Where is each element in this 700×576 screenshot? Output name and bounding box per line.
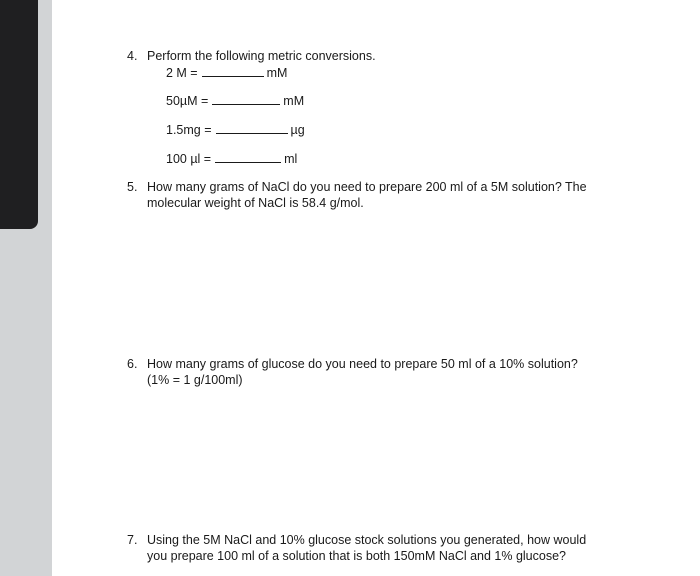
conversion-row-4 bbox=[166, 151, 297, 167]
question-6-line-1: How many grams of glucose do you need to prepare 50 ml of a 10% solution? bbox=[147, 357, 578, 371]
answer-blank[interactable] bbox=[202, 65, 264, 77]
conversion-left: 100 µl = bbox=[166, 152, 212, 166]
question-7 bbox=[127, 533, 627, 564]
question-5-line-1: How many grams of NaCl do you need to prepare 200 ml of a 5M solution? The bbox=[147, 180, 587, 194]
question-6-line-2: (1% = 1 g/100ml) bbox=[147, 372, 243, 387]
question-4-prompt: Perform the following metric conversions. bbox=[147, 49, 376, 63]
conversion-unit: ml bbox=[284, 152, 298, 166]
question-4 bbox=[127, 49, 627, 65]
question-6-number: 6. bbox=[127, 357, 138, 371]
conversion-left: 50µM = bbox=[166, 94, 209, 108]
question-7-line-1: Using the 5M NaCl and 10% glucose stock solutions you generated, how would bbox=[147, 533, 587, 547]
question-5-line-2: molecular weight of NaCl is 58.4 g/mol. bbox=[147, 195, 364, 210]
conversion-row-2 bbox=[166, 93, 304, 109]
conversion-row-3 bbox=[166, 122, 305, 138]
question-4-number: 4. bbox=[127, 49, 138, 63]
question-7-number: 7. bbox=[127, 533, 138, 547]
document-page bbox=[52, 0, 700, 576]
question-7-line-2: you prepare 100 ml of a solution that is both 150mM NaCl and 1% glucose? bbox=[147, 548, 566, 563]
question-5 bbox=[127, 180, 627, 211]
question-5-number: 5. bbox=[127, 180, 138, 194]
answer-blank[interactable] bbox=[215, 151, 281, 163]
dark-sidebar-strip bbox=[0, 0, 38, 229]
conversion-unit: mM bbox=[283, 94, 305, 108]
answer-blank[interactable] bbox=[216, 122, 288, 134]
answer-blank[interactable] bbox=[212, 93, 280, 105]
conversion-row-1 bbox=[166, 65, 287, 81]
viewer-side-panel bbox=[0, 0, 52, 576]
conversion-left: 2 M = bbox=[166, 66, 198, 80]
conversion-left: 1.5mg = bbox=[166, 123, 212, 137]
conversion-unit: µg bbox=[290, 123, 305, 137]
conversion-unit: mM bbox=[266, 66, 288, 80]
question-6 bbox=[127, 357, 627, 388]
